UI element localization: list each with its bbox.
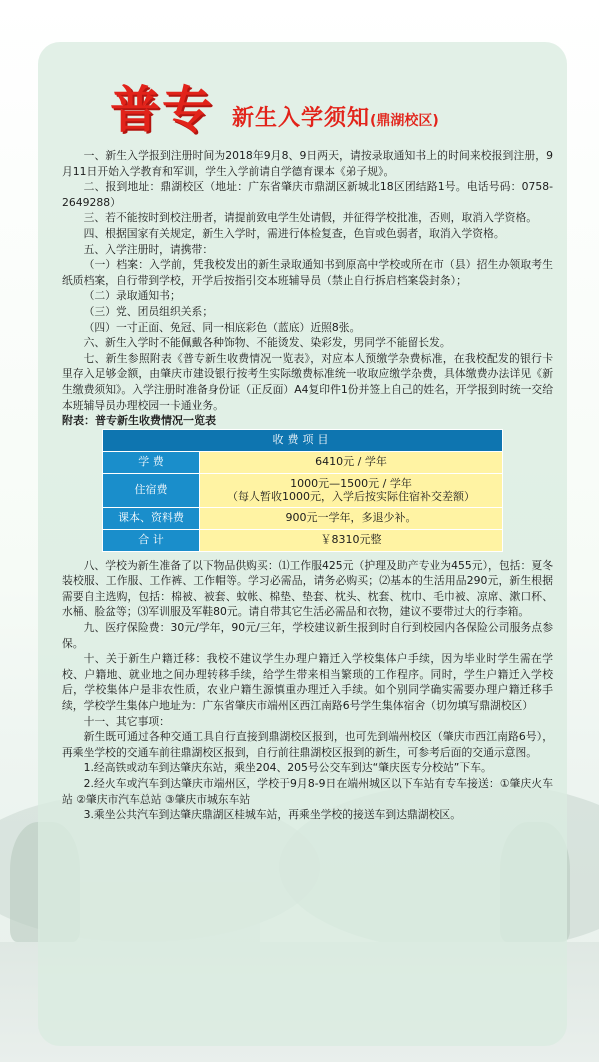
paragraph: 1.经高铁或动车到达肇庆东站，乘坐204、205号公交车到达“肇庆医专分校站”下车。 <box>83 761 492 775</box>
title-sub: 新生入学须知 <box>232 106 371 131</box>
page-title <box>110 78 439 138</box>
notice-body <box>62 148 553 823</box>
fee-table <box>102 429 503 552</box>
paragraph: 九、医疗保险费：30元/学年，90元/三年，学校建议新生报到时自行到校园内各保险公司服务点参保。 <box>62 621 553 650</box>
fee-value: 900元一学年，多退少补。 <box>200 507 503 529</box>
paragraph: （一）档案：入学前，凭我校发出的新生录取通知书到原高中学校或所在市（县）招生办领取考生纸质档案，自行带到学校，开学后按指引交本班辅导员（禁止自行拆启档案袋封条）； <box>62 258 553 287</box>
fee-table-title: 附表：普专新生收费情况一览表 <box>62 414 216 428</box>
fee-value-note: （每人暂收1000元，入学后按实际住宿补交差额） <box>227 490 475 504</box>
paragraph: （四）一寸正面、免冠、同一相底彩色（蓝底）近照8张。 <box>83 320 361 334</box>
fee-label: 课本、资料费 <box>103 507 200 529</box>
fee-value-line: 1000元—1500元 / 学年 <box>290 477 412 491</box>
paragraph: 三、若不能按时到校注册者，请提前致电学生处请假，并征得学校批准，否则，取消入学资格。 <box>83 211 538 225</box>
paragraph: 十、关于新生户籍迁移：我校不建议学生办理户籍迁入学校集体户手续，因为毕业时学生需在学校、户籍地、就业地之间办理转移手续，给学生带来相当繁琐的工作程序。同时，学生户籍迁入学校后，学校集体户是非农性质，农业户籍生源慎重办理迁入手续。如个别同学确实需要办理户籍迁移手续，学校学生集体户地址为：广东省肇庆市端州区西江南路6号学生集体宿舍（切勿填写鼎湖校区） <box>62 652 553 713</box>
paragraph: 八、学校为新生准备了以下物品供购买：⑴工作服425元（护理及助产专业为455元），包括：夏冬装校服、工作服、工作裤、工作帽等。学习必需品，请务必购买；⑵基本的生活用品290元，新生根据需要自主选购，包括：棉被、被套、蚊帐、棉垫、垫套、枕头、枕套、枕巾、毛巾被、凉席、漱口杯、水桶、脸盆等；⑶军训服及军鞋80元。请自带其它生活必需品和衣物，建议不要带过大的行李箱。 <box>62 558 553 619</box>
paragraph: 四、根据国家有关规定，新生入学时，需进行体检复查，色盲或色弱者，取消入学资格。 <box>83 226 505 240</box>
paragraph: 六、新生入学时不能佩戴各种饰物、不能烫发、染彩发，男同学不能留长发。 <box>83 336 451 350</box>
paragraph: 五、入学注册时，请携带： <box>83 242 214 256</box>
title-main: 普专 <box>110 80 214 139</box>
fee-table-header: 收费项目 <box>103 429 503 451</box>
fee-label: 住宿费 <box>103 473 200 507</box>
fee-value: 6410元 / 学年 <box>200 451 503 473</box>
fee-value <box>200 473 503 507</box>
fee-label: 合 计 <box>103 529 200 551</box>
paragraph: 二、报到地址：鼎湖校区（地址：广东省肇庆市鼎湖区新城北18区团结路1号。电话号码：0758-2649288） <box>62 180 553 209</box>
paragraph: 七、新生参照附表《普专新生收费情况一览表》，对应本人预缴学杂费标准，在我校配发的银行卡里存入足够金额，由肇庆市建设银行按考生实际缴费标准统一收取应缴学杂费，具体缴费办法详见《新生缴费须知》。入学注册时准备身份证（正反面）A4复印件1份并签上自己的姓名，开学报到时统一交给本班辅导员办理校园一卡通业务。 <box>62 351 553 412</box>
paragraph: 一、新生入学报到注册时间为2018年9月8、9日两天，请按录取通知书上的时间来校报到注册，9月11日开始入学教育和军训，学生入学前请自学德育课本《弟子规》。 <box>62 149 553 178</box>
fee-label: 学 费 <box>103 451 200 473</box>
paragraph: 2.经火车或汽车到达肇庆市端州区，学校于9月8-9日在端州城区以下车站有专车接送：①肇庆火车站 ②肇庆市汽车总站 ③肇庆市城东车站 <box>62 777 553 806</box>
title-campus: (鼎湖校区) <box>370 113 439 129</box>
paragraph: （三）党、团员组织关系； <box>83 304 214 318</box>
fee-value: ￥8310元整 <box>200 529 503 551</box>
paragraph: （二）录取通知书； <box>83 289 181 303</box>
paragraph: 3.乘坐公共汽车到达肇庆鼎湖区桂城车站，再乘坐学校的接送车到达鼎湖校区。 <box>83 808 461 822</box>
paragraph: 十一、其它事项： <box>83 714 170 728</box>
paragraph: 新生既可通过各种交通工具自行直接到鼎湖校区报到，也可先到端州校区（肇庆市西江南路6号），再乘坐学校的交通车前往鼎湖校区报到，自行前往鼎湖校区报到的新生，可参考后面的交通示意图。 <box>62 730 553 759</box>
